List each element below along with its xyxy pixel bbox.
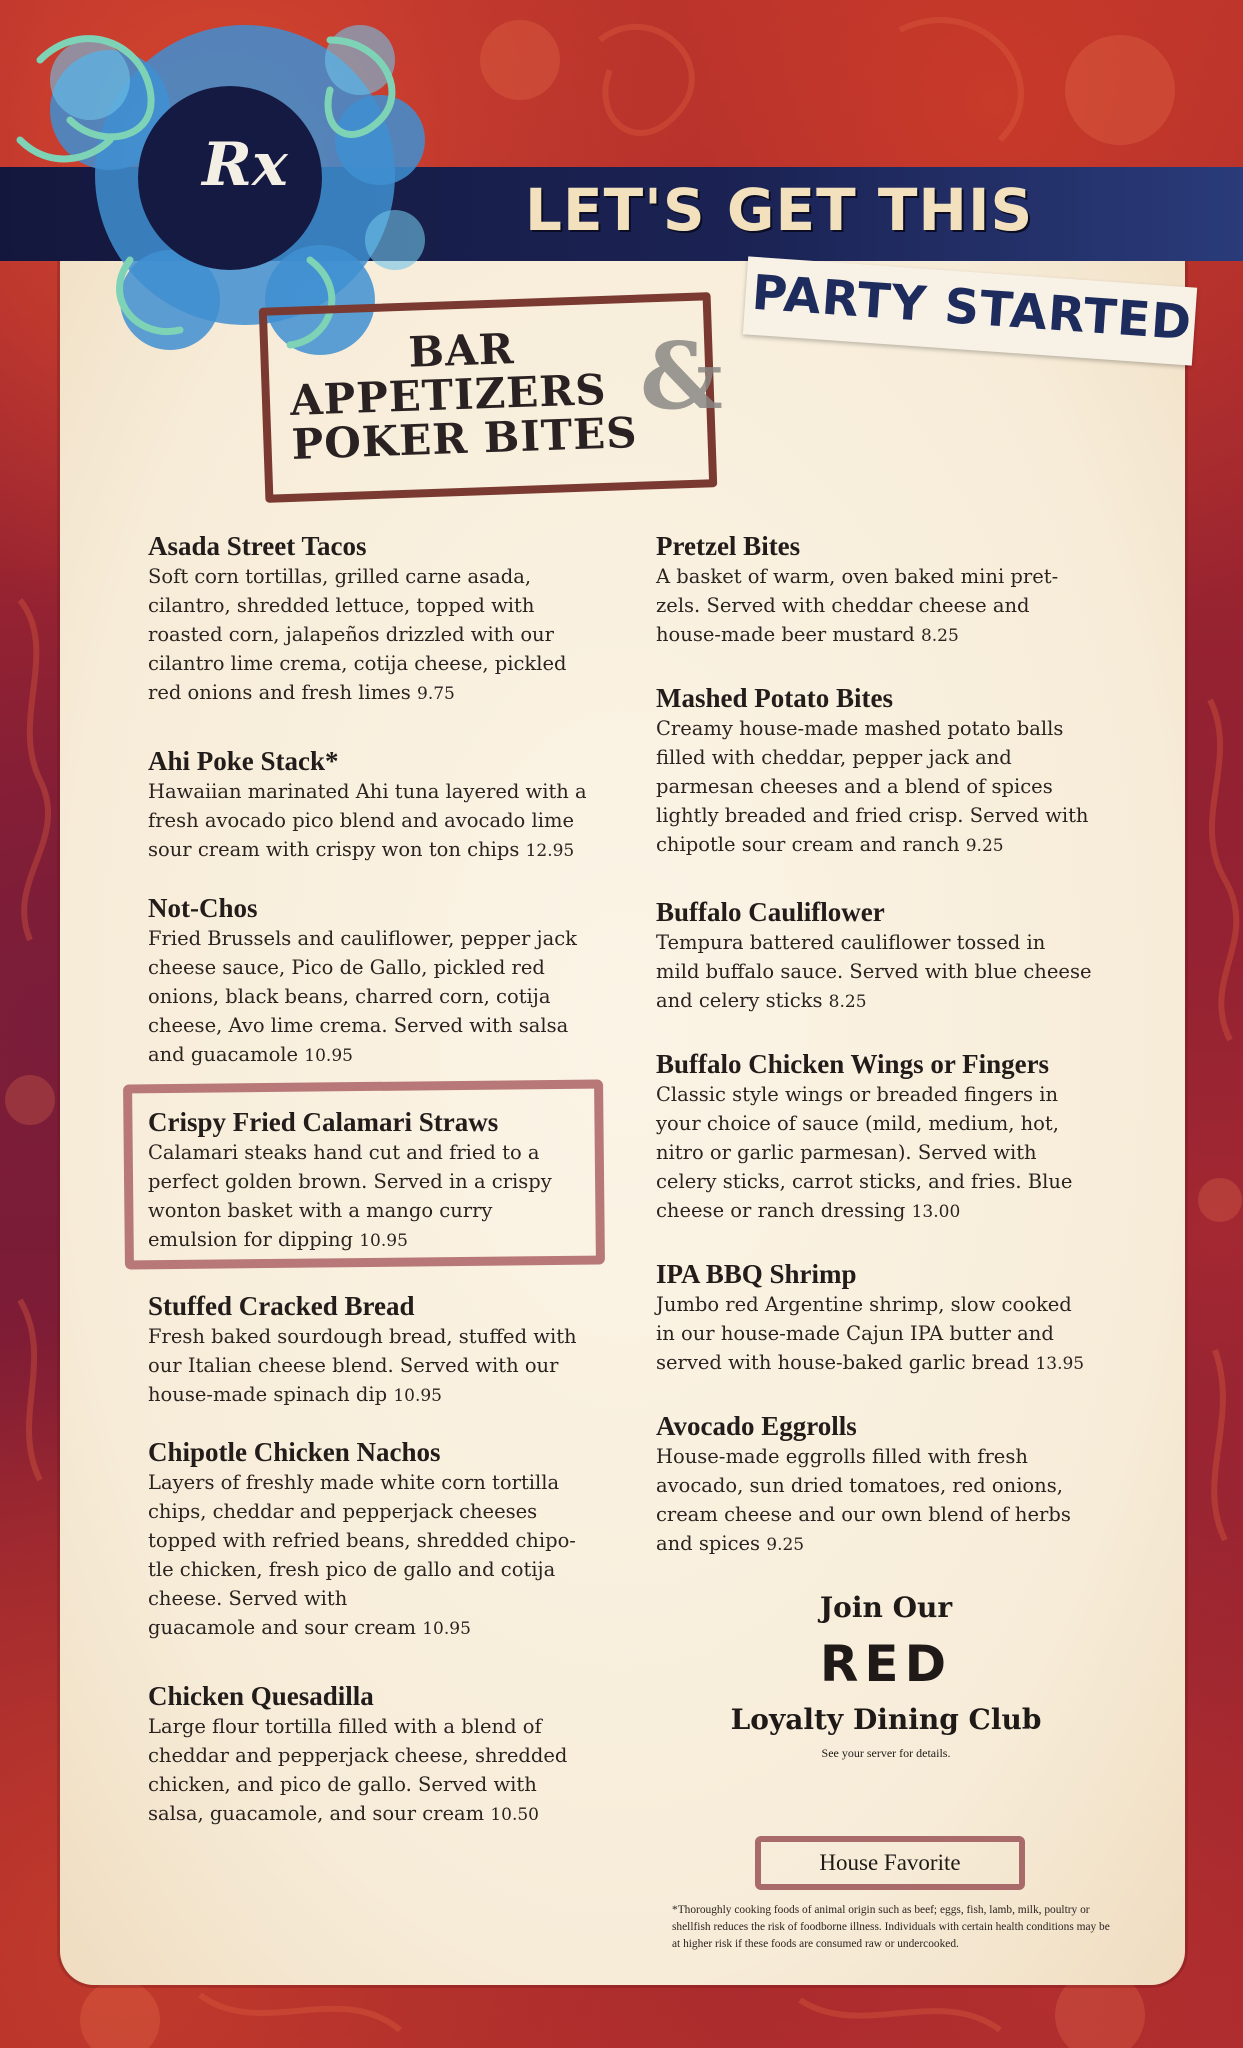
loyalty-note: See your server for details.	[821, 1746, 951, 1760]
item-name: Buffalo Chicken Wings or Fingers	[656, 1049, 1050, 1079]
food-safety-disclaimer: *Thoroughly cooking foods of animal origin such as beef; eggs, fish, lamb, milk, poultry or shellfish reduces the risk of foodborne illness. Individuals with certain health conditions may be at higher risk if these foods are consumed raw or undercooked.	[672, 1904, 1110, 1950]
item-description: A basket of warm, oven baked mini pret- zels. Served with cheddar cheese and house-made beer mustard 8.25	[656, 565, 1059, 646]
menu-item	[148, 1680, 588, 1830]
house-favorite-legend: House Favorite	[755, 1836, 1025, 1890]
item-name: Stuffed Cracked Bread	[148, 1291, 415, 1321]
item-description: House-made eggrolls filled with fresh avocado, sun dried tomatoes, red onions, cream cheese and our own blend of herbs and spices 9.25	[656, 1445, 1071, 1555]
menu-item	[656, 530, 1106, 651]
item-description: Classic style wings or breaded fingers in your choice of sauce (mild, medium, hot, nitro or garlic parmesan). Served with celery sticks, carrot sticks, and fries. Blue cheese or ranch dressing 13.00	[656, 1083, 1073, 1222]
section-title-line-1: BAR	[407, 324, 516, 377]
menu-item	[148, 1290, 588, 1411]
menu-item	[656, 1410, 1106, 1560]
item-description: Fresh baked sourdough bread, stuffed with our Italian cheese blend. Served with our house-made spinach dip 10.95	[148, 1325, 577, 1406]
menu-item	[656, 896, 1106, 1017]
menu-item	[656, 682, 1106, 861]
menu-item	[148, 1106, 588, 1256]
subheadline: PARTY STARTED	[750, 264, 1194, 352]
item-price: 10.95	[422, 1619, 471, 1639]
loyalty-club-name: Loyalty Dining Club	[730, 1703, 1042, 1736]
menu-item	[656, 1258, 1106, 1379]
item-name: Buffalo Cauliflower	[656, 897, 885, 927]
item-name: IPA BBQ Shrimp	[656, 1259, 857, 1289]
item-price: 10.50	[490, 1805, 539, 1825]
join-heading: Join Our	[819, 1591, 953, 1624]
item-price: 13.95	[1035, 1354, 1085, 1374]
item-price: 8.25	[828, 992, 867, 1012]
item-name: Mashed Potato Bites	[656, 683, 893, 713]
loyalty-club-promo	[696, 1590, 1076, 1761]
menu-item	[148, 892, 588, 1071]
item-name: Ahi Poke Stack*	[148, 746, 339, 776]
red-brand-logo: RED	[819, 1635, 953, 1693]
section-title-line-2: APPETIZERS	[289, 364, 608, 425]
item-name: Not-Chos	[148, 893, 258, 923]
item-name: Chipotle Chicken Nachos	[148, 1437, 441, 1467]
headline: LET'S GET THIS	[525, 176, 1034, 244]
item-name: Chicken Quesadilla	[148, 1681, 374, 1711]
item-name: Pretzel Bites	[656, 531, 801, 561]
item-description: Tempura battered cauliflower tossed in mild buffalo sauce. Served with blue cheese and celery sticks 8.25	[656, 931, 1092, 1012]
item-description: Large flour tortilla filled with a blend of cheddar and pepperjack cheese, shredded chicken, and pico de gallo. Served with salsa, guacamole, and sour cream 10.50	[148, 1715, 568, 1825]
item-description: Layers of freshly made white corn tortilla chips, cheddar and pepperjack cheeses topped with refried beans, shredded chipo- tle chicken, fresh pico de gallo and cotija cheese. Served with guacamole and sour cream 10.95	[148, 1471, 576, 1639]
item-description: Fried Brussels and cauliflower, pepper jack cheese sauce, Pico de Gallo, pickled red onions, black beans, charred corn, cotija cheese, Avo lime crema. Served with salsa and guacamole 10.95	[148, 927, 577, 1066]
item-price: 10.95	[393, 1386, 442, 1406]
item-price: 9.25	[766, 1535, 805, 1555]
item-name: Crispy Fried Calamari Straws	[148, 1107, 499, 1137]
item-description: Creamy house-made mashed potato balls filled with cheddar, pepper jack and parmesan cheeses and a blend of spices lightly breaded and fried crisp. Served with chipotle sour cream and ranch 9.25	[656, 717, 1089, 856]
item-price: 10.95	[359, 1231, 408, 1251]
item-description: Jumbo red Argentine shrimp, slow cooked in our house-made Cajun IPA butter and served with house-baked garlic bread 13.95	[656, 1293, 1085, 1374]
item-name: Avocado Eggrolls	[656, 1411, 857, 1441]
item-price: 8.25	[920, 626, 959, 646]
logo: Rx	[202, 130, 288, 200]
item-price: 12.95	[525, 841, 575, 861]
section-title	[288, 321, 692, 467]
item-description: Hawaiian marinated Ahi tuna layered with a fresh avocado pico blend and avocado lime sour cream with crispy won ton chips 12.95	[148, 780, 587, 861]
item-description: Calamari steaks hand cut and fried to a perfect golden brown. Served in a crispy wonton basket with a mango curry emulsion for dipping 10.95	[148, 1141, 552, 1251]
item-price: 9.75	[417, 684, 455, 704]
section-title-line-3: POKER BITES	[290, 407, 639, 469]
item-price: 10.95	[304, 1046, 353, 1066]
menu-item	[148, 1436, 588, 1644]
menu-item	[148, 530, 588, 709]
item-description: Soft corn tortillas, grilled carne asada, cilantro, shredded lettuce, topped with roasted corn, jalapeños drizzled with our cilantro lime crema, cotija cheese, pickled red onions and fresh limes 9.75	[148, 565, 567, 704]
menu-item	[148, 745, 588, 866]
menu-item	[656, 1048, 1106, 1227]
ampersand-glyph: &	[640, 322, 724, 430]
item-price: 13.00	[911, 1202, 961, 1222]
item-price: 9.25	[965, 836, 1004, 856]
item-name: Asada Street Tacos	[148, 531, 367, 561]
